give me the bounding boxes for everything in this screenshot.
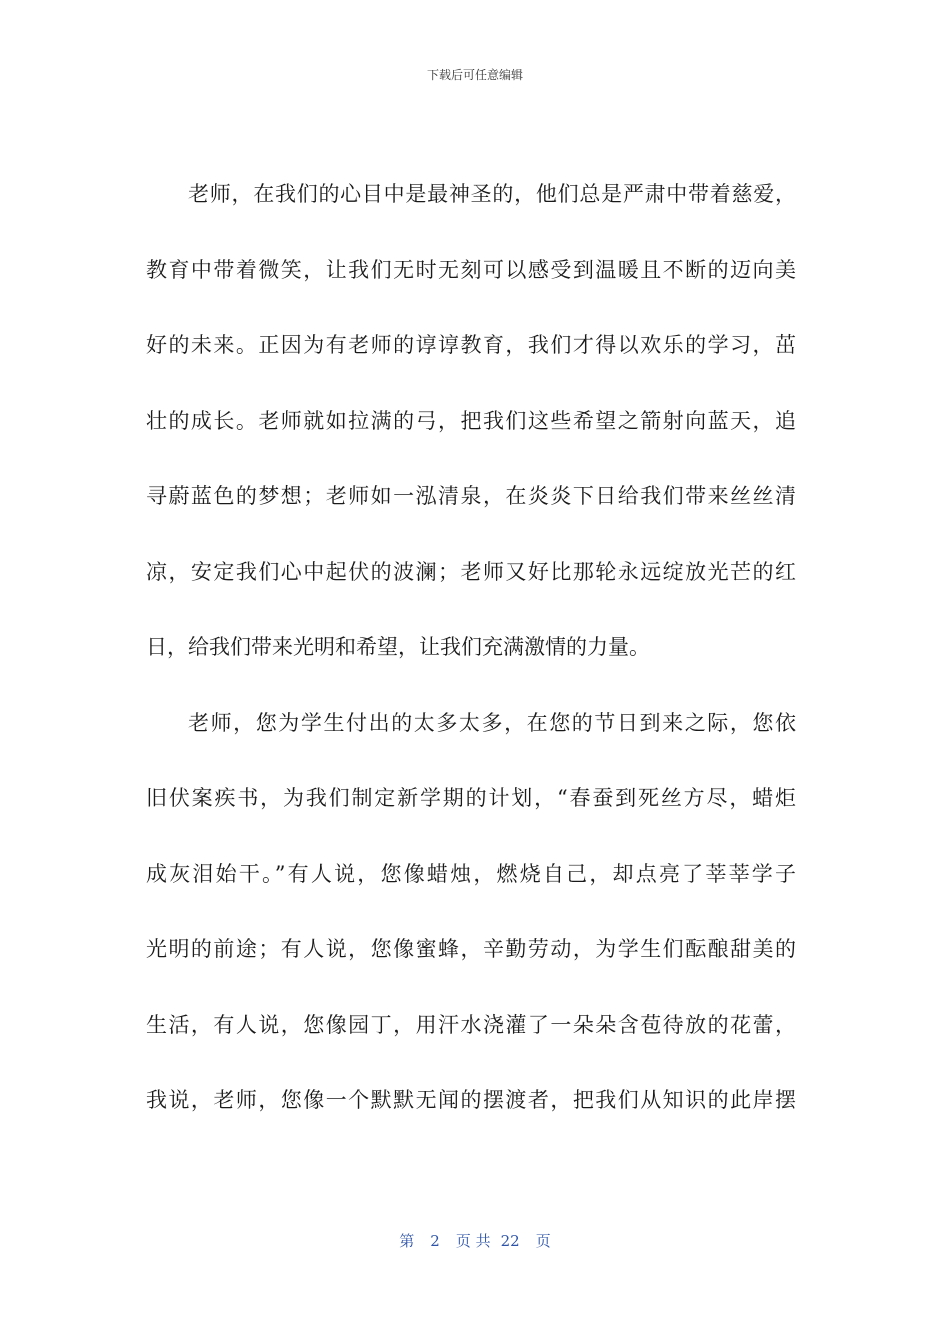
paragraph-1-line-2: 教育中带着微笑，让我们无时无刻可以感受到温暖且不断的迈向美: [146, 257, 796, 282]
footer-prefix: 第: [399, 1232, 415, 1250]
total-pages-number: 22: [500, 1232, 520, 1250]
footer-suffix: 页: [535, 1232, 551, 1250]
page-footer: [0, 1230, 950, 1251]
document-body: [146, 180, 796, 1162]
paragraph-1-line-3: 好的未来。正因为有老师的谆谆教育，我们才得以欢乐的学习，茁: [146, 333, 796, 357]
current-page-number: 2: [430, 1232, 440, 1250]
footer-middle: 页 共: [455, 1232, 491, 1250]
paragraph-1-line-1: 老师，在我们的心目中是最神圣的，他们总是严肃中带着慈爱，: [188, 182, 796, 206]
paragraph-2-line-1: 老师，您为学生付出的太多太多，在您的节日到来之际，您依: [188, 710, 796, 735]
paragraph-2-line-4: 光明的前途；有人说，您像蜜蜂，辛勤劳动，为学生们酝酿甜美的: [146, 937, 796, 961]
paragraph-2-line-5: 生活，有人说，您像园丁，用汗水浇灌了一朵朵含苞待放的花蕾，: [146, 1012, 796, 1037]
paragraph-1-line-4: 壮的成长。老师就如拉满的弓，把我们这些希望之箭射向蓝天，追: [146, 408, 796, 433]
paragraph-2-line-6: 我说，老师，您像一个默默无闻的摆渡者，把我们从知识的此岸摆: [146, 1088, 796, 1112]
paragraph-1-line-5: 寻蔚蓝色的梦想；老师如一泓清泉，在炎炎下日给我们带来丝丝清: [146, 484, 796, 508]
paragraph-2-line-3: 成灰泪始干。”有人说，您像蜡烛，燃烧自己，却点亮了莘莘学子: [146, 861, 796, 886]
paragraph-2-line-2: 旧伏案疾书，为我们制定新学期的计划，“春蚕到死丝方尽，蜡炬: [146, 786, 796, 810]
header-note: 下载后可任意编辑: [426, 68, 523, 82]
paragraph-1-line-6: 凉，安定我们心中起伏的波澜；老师又好比那轮永远绽放光芒的红: [146, 559, 796, 584]
paragraph-1-line-7: 日，给我们带来光明和希望，让我们充满激情的力量。: [146, 635, 650, 659]
